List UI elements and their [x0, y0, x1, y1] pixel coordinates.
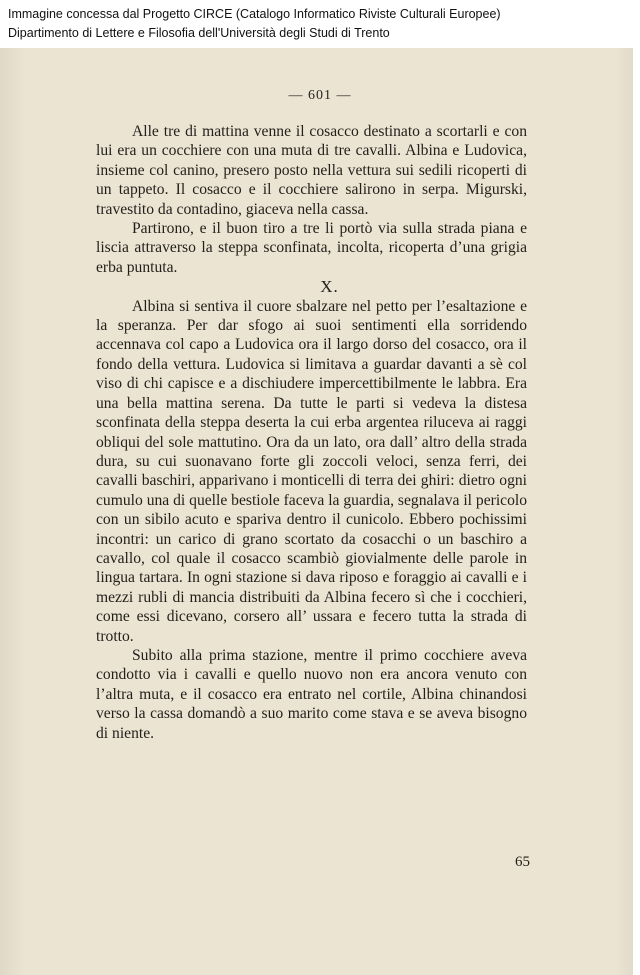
- banner-line-2: Dipartimento di Lettere e Filosofia dell'Università degli Studi di Trento: [8, 26, 390, 40]
- paragraph: Alle tre di mattina venne il cosacco destinato a scortarli e con lui era un cocchiere con una muta di tre cavalli. Albina e Ludovica, insieme col canino, presero posto nella vettura sui sedili ricoperti di un tappeto. Il cosacco e il cocchiere salirono in serpa. Migurski, travestito da contadino, giaceva nella cassa.: [96, 123, 527, 218]
- circe-attribution-banner: [0, 0, 640, 48]
- banner-line-1: Immagine concessa dal Progetto CIRCE (Catalogo Informatico Riviste Culturali Europee): [8, 7, 501, 21]
- page-body: [96, 122, 527, 743]
- paragraph: Partirono, e il buon tiro a tre li portò via sulla strada piana e liscia attraverso la steppa sconfinata, incolta, ricoperta d’una grigia erba puntuta.: [96, 220, 527, 276]
- scanned-page: [0, 48, 640, 975]
- page-edge: [633, 48, 640, 975]
- chapter-heading: X.: [320, 277, 339, 297]
- paragraph: Albina si sentiva il cuore sbalzare nel petto per l’esaltazione e la speranza. Per dar sfogo ai suoi sentimenti ella sorridendo accennava col capo a Ludovica ora il largo dorso del cosacco, ora il fondo della vettura. Ludovica si limitava a guardar davanti a sè col viso di chi capisce e a dischiudere impercettibilmente le labbra. Era una bella mattina serena. Da tutte le parti si vedeva la distesa sconfinata della steppa deserta la cui erba argentea riluceva ai raggi obliqui del sole mattutino. Ora da un lato, ora dall’ altro della strada dura, su cui suonavano forte gli zoccoli veloci, senza ferri, dei cavalli baschiri, apparivano i monticelli di terra dei ghiri: dietro ogni cumulo una di quelle bestiole faceva la guardia, segnalava il pericolo con un sibilo acuto e spariva dentro il cunicolo. Ebbero pochissimi incontri: un carico di grano scortato da cosacchi o un baschiro a cavallo, col quale il cosacco scambiò giovialmente delle parole in lingua tartara. In ogni stazione si dava riposo e foraggio ai cavalli e i mezzi rubli di mancia distribuiti da Albina fecero sì che i cocchieri, come essi dicevano, corsero all’ ussara e fecero tutta la strada di trotto.: [96, 297, 527, 645]
- running-head-page-number: — 601 —: [288, 88, 352, 103]
- folio-page-number: 65: [515, 854, 530, 870]
- paragraph: Subito alla prima stazione, mentre il primo cocchiere aveva condotto via i cavalli e quello nuovo non era ancora venuto con l’altra muta, e il cosacco era entrato nel cortile, Albina chinandosi verso la cassa domandò a suo marito come stava e se aveva bisogno di niente.: [96, 646, 527, 742]
